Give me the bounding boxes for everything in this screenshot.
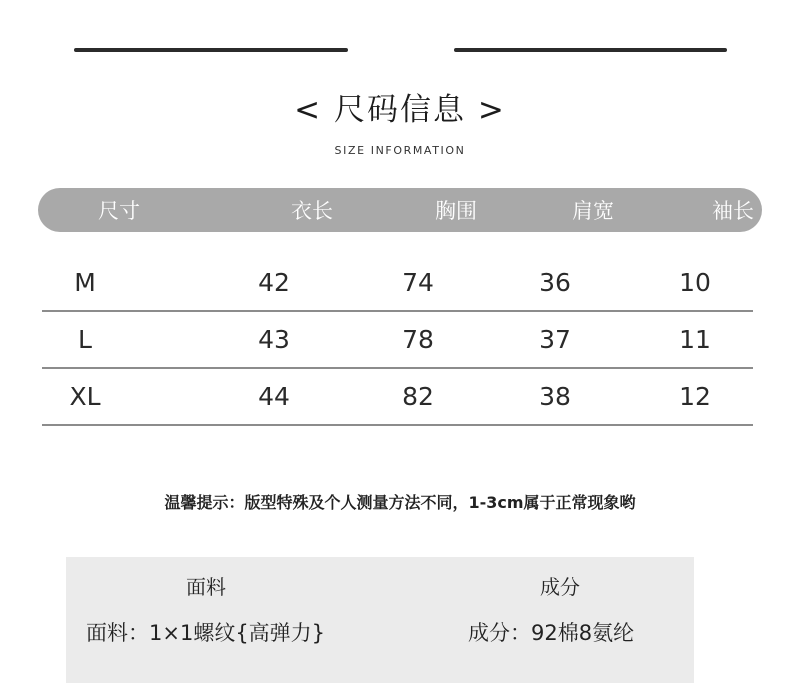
cell-chest: 74 [402, 267, 434, 297]
cell-sleeve: 12 [679, 381, 711, 411]
size-table-header [38, 188, 762, 232]
cell-shoulder: 38 [539, 381, 571, 411]
cell-sleeve: 11 [679, 324, 711, 354]
fabric-heading: 面料 [186, 575, 226, 599]
cell-sleeve: 10 [679, 267, 711, 297]
table-row [42, 368, 753, 426]
fabric-value: 面料：1×1螺纹{高弹力} [86, 621, 326, 645]
cell-size: M [74, 267, 96, 297]
header-chest: 胸围 [435, 199, 477, 223]
decorative-rule-left [74, 48, 348, 52]
cell-shoulder: 37 [539, 324, 571, 354]
header-sleeve: 袖长 [712, 199, 754, 223]
composition-heading: 成分 [540, 575, 580, 599]
page-title: < 尺码信息 > [294, 92, 506, 128]
composition-value: 成分：92棉8氨纶 [468, 621, 635, 645]
cell-length: 44 [258, 381, 290, 411]
cell-length: 42 [258, 267, 290, 297]
cell-shoulder: 36 [539, 267, 571, 297]
page-subtitle: SIZE INFORMATION [334, 144, 466, 157]
cell-size: XL [69, 381, 101, 411]
cell-length: 43 [258, 324, 290, 354]
table-row [42, 254, 753, 312]
cell-size: L [78, 324, 92, 354]
header-shoulder: 肩宽 [572, 199, 614, 223]
measurement-note: 温馨提示：版型特殊及个人测量方法不同，1-3cm属于正常现象哟 [164, 493, 636, 512]
cell-chest: 82 [402, 381, 434, 411]
header-length: 衣长 [291, 199, 333, 223]
header-size: 尺寸 [98, 199, 140, 223]
table-row [42, 311, 753, 369]
cell-chest: 78 [402, 324, 434, 354]
decorative-rule-right [454, 48, 727, 52]
fabric-info-box [66, 557, 694, 683]
